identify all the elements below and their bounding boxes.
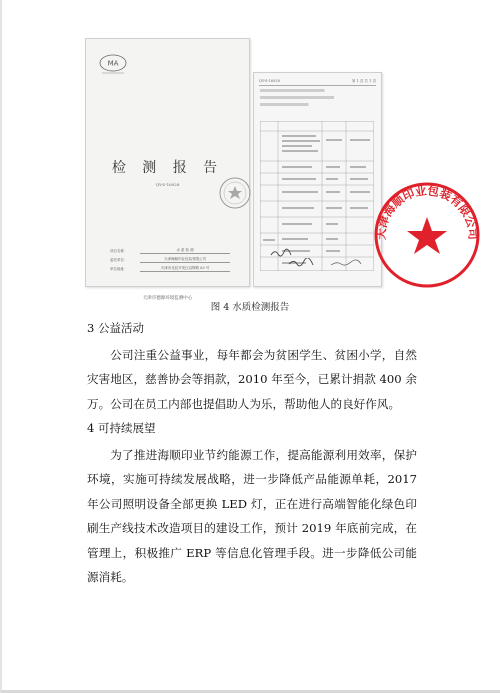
ma-certification-logo <box>98 53 128 75</box>
seal-text: 天津海顺印业包装有限公司 <box>373 183 481 241</box>
paragraph-text: 公司注重公益事业，每年都会为贫困学生、贫困小学，自然灾害地区，慈善协会等捐款，2010 年至今，已累计捐款 400 余万。公司在员工内部也提倡助人为乐，帮助他人的良好作风。 <box>87 348 417 411</box>
signature-mark <box>288 258 314 268</box>
signature-mark <box>270 248 292 258</box>
figure-caption: 图 4 水质检测报告 <box>210 302 290 313</box>
cover-field-row <box>110 263 230 272</box>
field-value: 天津市北辰开发区双辉路 63 号 <box>140 266 230 272</box>
field-value: 天津海顺印业包装有限公司 <box>140 257 230 263</box>
section-heading-public-welfare: 3 公益活动 <box>87 321 144 335</box>
field-label: 项目名称： <box>110 249 128 253</box>
datasheet-code: QY-S-16928 <box>259 79 280 83</box>
field-value: 水 质 检 测 <box>140 248 230 254</box>
signature-mark <box>330 258 362 268</box>
testing-center-name: 天津市德源环境监测中心 <box>142 296 193 301</box>
report-cover-image <box>85 38 250 301</box>
cover-report-code: QY-S-16928 <box>155 182 180 187</box>
cover-fields <box>110 245 230 272</box>
testing-center-stamp <box>218 176 252 210</box>
paragraph-text: 为了推进海顺印业节约能源工作，提高能源利用效率，保护环境，实施可持续发展战略，进一步降低产品能源单耗，2017 年公司照明设备全部更换 LED 灯，正在进行高端智能化绿色印刷生产线技术改造项目的建设工作，预计 2019 年底前完成，在管理上，积极推广 ERP 等信息化管理手段。进一步降低公司能源消耗。 <box>87 448 417 585</box>
ma-logo-text: MA <box>107 59 119 68</box>
field-label: 委托单位： <box>110 258 128 262</box>
datasheet-page: 第 1 页 共 1 页 <box>351 79 376 83</box>
section-heading-sustainability: 4 可持续展望 <box>87 421 156 435</box>
company-red-seal <box>372 180 482 290</box>
section-body-sustainability <box>87 443 417 589</box>
datasheet-header <box>259 79 376 86</box>
cover-title: 检 测 报 告 <box>111 160 224 176</box>
cover-field-row <box>110 254 230 263</box>
datasheet-info-lines <box>260 89 375 110</box>
section-body-public-welfare <box>87 343 417 416</box>
field-label: 单位地址： <box>110 267 128 271</box>
cover-field-row <box>110 245 230 254</box>
